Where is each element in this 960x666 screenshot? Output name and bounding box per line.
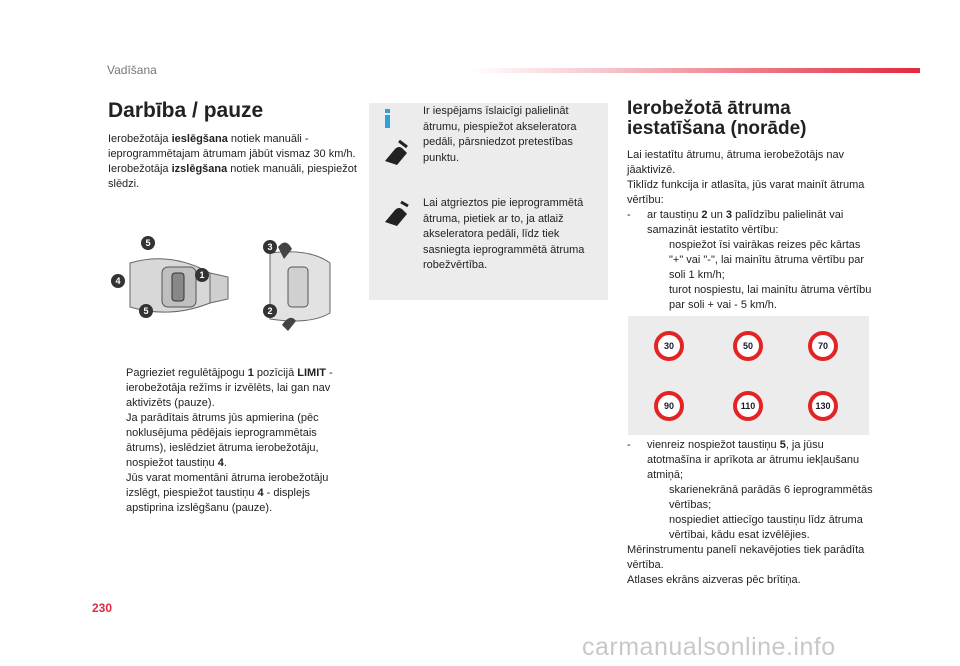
left-intro	[108, 132, 358, 192]
speed-sign-110[interactable]: 110	[733, 391, 763, 421]
watermark: carmanualsonline.info	[582, 633, 836, 661]
bullet-bold: LIMIT	[297, 367, 326, 379]
badge-4: 4	[115, 276, 121, 286]
paragraph: Atlases ekrāns aizveras pēc brītiņa.	[627, 574, 801, 586]
info-text-2: Lai atgrieztos pie ieprogrammētā ātruma, pietiek ar to, ja atlaiž akseleratora pedāli, līdz tiek sasniegta ieprogrammētā ātruma robežvērtība.	[423, 197, 585, 271]
dash-bold: 3	[725, 209, 733, 221]
bullet-text: - ierobežotāja režīms ir izvēlēts, lai gan nav aktivizēts (pauze).	[126, 367, 333, 409]
bullet-text: Jūs varat momentāni ātruma ierobežotāju izslēgt, piespiežot taustiņu	[126, 472, 329, 499]
bullet-text: .	[223, 457, 227, 469]
bullet-bold: 4	[257, 487, 264, 499]
dash-text: vienreiz nospiežot taustiņu	[647, 439, 780, 451]
intro-text-5: notiek manuāli, piespiežot slēdzi.	[108, 163, 357, 190]
bullet-text: Pagrieziet regulētājpogu	[126, 367, 248, 379]
info-text-1: Ir iespējams īslaicīgi palielināt ātrumu, piespiežot akseleratora pedāli, pārsniedzot pretestības punktu.	[423, 105, 577, 164]
dash-text: un	[707, 209, 726, 221]
intro-text-3: Ierobežotāja	[108, 163, 172, 175]
dash-bold: 5	[779, 439, 786, 451]
bullet-text: - displejs apstiprina izslēgšanu (pauze).	[126, 487, 311, 514]
bullet-bold: 4	[217, 457, 224, 469]
intro-text-0: Ierobežotāja	[108, 133, 172, 145]
speed-sign-70[interactable]: 70	[808, 331, 838, 361]
foot-pedal-release-icon	[381, 200, 411, 230]
bullet-text: pozīcijā	[253, 367, 298, 379]
right-title-line1: Ierobežotā ātruma	[627, 98, 791, 119]
dash-marker: -	[627, 439, 631, 451]
speed-sign-30[interactable]: 30	[654, 331, 684, 361]
right-instructions-2	[627, 438, 877, 588]
section-header: Vadīšana	[107, 63, 157, 77]
badge-3: 3	[267, 242, 273, 252]
header-rule	[470, 68, 920, 73]
badge-1: 1	[199, 270, 205, 280]
bullet-item	[108, 411, 358, 471]
dash-marker: -	[627, 209, 631, 221]
dash-item	[627, 438, 877, 483]
dash-text: palīdzību palielināt vai samazināt iestatīto vērtību:	[647, 209, 844, 236]
dash-item	[627, 208, 877, 238]
sub-item	[627, 483, 877, 513]
paragraph: Lai iestatītu ātrumu, ātruma ierobežotājs nav jāaktivizē.	[627, 149, 845, 176]
intro-bold-off: izslēgšana	[171, 163, 228, 175]
info-box	[369, 103, 608, 300]
badge-5-bottom: 5	[143, 306, 149, 316]
page-number: 230	[92, 601, 113, 615]
paragraph: Mērinstrumentu panelī nekavējoties tiek parādīta vērtība.	[627, 544, 865, 571]
speed-presets-panel	[628, 316, 869, 435]
bullet-item	[108, 471, 358, 516]
bullet-item	[108, 366, 358, 411]
speed-sign-50[interactable]: 50	[733, 331, 763, 361]
speed-sign-90[interactable]: 90	[654, 391, 684, 421]
badge-5-top: 5	[145, 238, 151, 248]
sub-text: skarienekrānā parādās 6 ieprogrammētās vērtības;	[669, 484, 873, 511]
dash-text: , ja jūsu atotmašīna ir aprīkota ar ātrumu iekļaušanu atmiņā;	[647, 439, 860, 481]
speed-limiter-stalk-illustration	[110, 233, 350, 333]
bullet-text: Ja parādītais ātrums jūs apmierina (pēc noklusējuma pēdējais ieprogrammētais ātrums), ieslēdziet ātruma ierobežotāju, nospiežot taustiņu	[126, 412, 319, 469]
dash-bold: 2	[701, 209, 708, 221]
foot-pedal-press-icon	[381, 139, 411, 169]
intro-bold-on: ieslēgšana	[171, 133, 228, 145]
paragraph: Tiklīdz funkcija ir atlasīta, jūs varat mainīt ātruma vērtību:	[627, 179, 865, 206]
sub-text: nospiediet attiecīgo taustiņu līdz ātruma vērtībai, kādu esat izvēlējies.	[669, 514, 863, 541]
badge-2: 2	[267, 306, 273, 316]
intro-text-2: notiek manuāli - ieprogrammētajam ātrumam jābūt vismaz 30 km/h.	[108, 133, 356, 160]
left-bullets	[108, 366, 358, 516]
sub-item	[627, 513, 877, 543]
sub-item	[627, 238, 877, 283]
bullet-bold: 1	[247, 367, 254, 379]
left-title: Darbība / pauze	[108, 99, 264, 122]
right-instructions-1	[627, 148, 877, 313]
sub-text: turot nospiestu, lai mainītu ātruma vērtību par soli + vai - 5 km/h.	[669, 284, 872, 311]
sub-item	[627, 283, 877, 313]
right-title	[627, 99, 927, 139]
right-title-line2: iestatīšana (norāde)	[627, 118, 807, 139]
dash-text: ar taustiņu	[647, 209, 702, 221]
sub-text: nospiežot īsi vairākas reizes pēc kārtas "+" vai "-", lai mainītu ātruma vērtību par soli 1 km/h;	[669, 239, 865, 281]
speed-sign-130[interactable]: 130	[808, 391, 838, 421]
info-icon	[379, 109, 395, 129]
